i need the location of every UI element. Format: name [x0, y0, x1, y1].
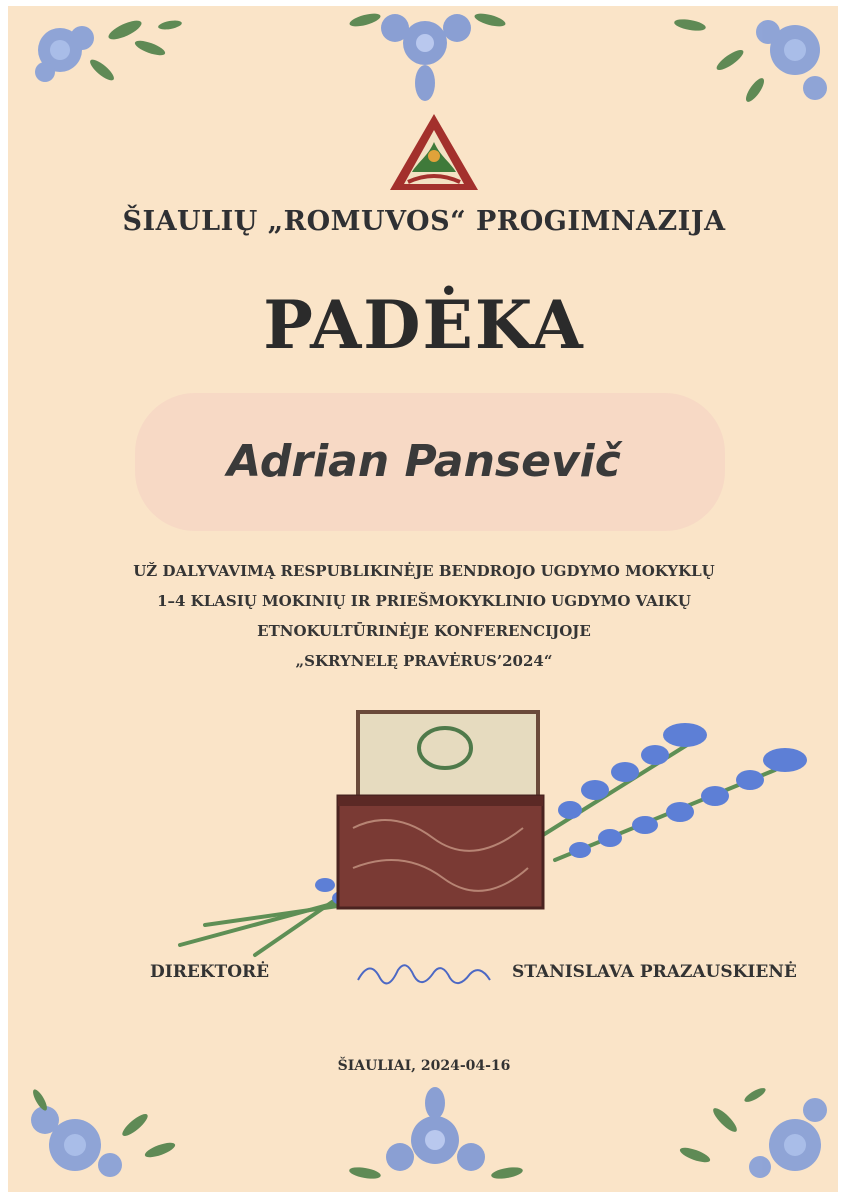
recipient-name: Adrian Pansevič	[227, 436, 621, 487]
reason-text	[0, 556, 848, 676]
school-name: ŠIAULIŲ „ROMUVOS“ PROGIMNAZIJA	[122, 206, 726, 237]
chest-icon	[333, 708, 548, 913]
reason-line: „SKRYNELĘ PRAVĖRUS’2024“	[295, 652, 553, 670]
reason-line: UŽ DALYVAVIMĄ RESPUBLIKINĖJE BENDROJO UGDYMO MOKYKLŲ	[133, 562, 715, 580]
signer-name: STANISLAVA PRAZAUSKIENĖ	[512, 962, 797, 982]
school-logo-icon	[388, 112, 480, 194]
floral-corner-icon	[650, 10, 835, 120]
place-date: ŠIAULIAI, 2024-04-16	[337, 1058, 511, 1074]
signer-role: DIREKTORĖ	[150, 962, 270, 982]
floral-corner-icon	[655, 1075, 835, 1185]
reason-line: ETNOKULTŪRINĖJE KONFERENCIJOJE	[257, 622, 591, 640]
reason-line: 1–4 KLASIŲ MOKINIŲ IR PRIEŠMOKYKLINIO UGDYMO VAIKŲ	[157, 592, 691, 610]
floral-corner-icon	[20, 10, 190, 110]
signature-icon	[350, 950, 500, 1000]
certificate-title: PADĖKA	[263, 286, 585, 364]
floral-bottom-icon	[335, 1085, 535, 1185]
floral-corner-icon	[20, 1080, 200, 1185]
floral-top-icon	[325, 8, 525, 108]
